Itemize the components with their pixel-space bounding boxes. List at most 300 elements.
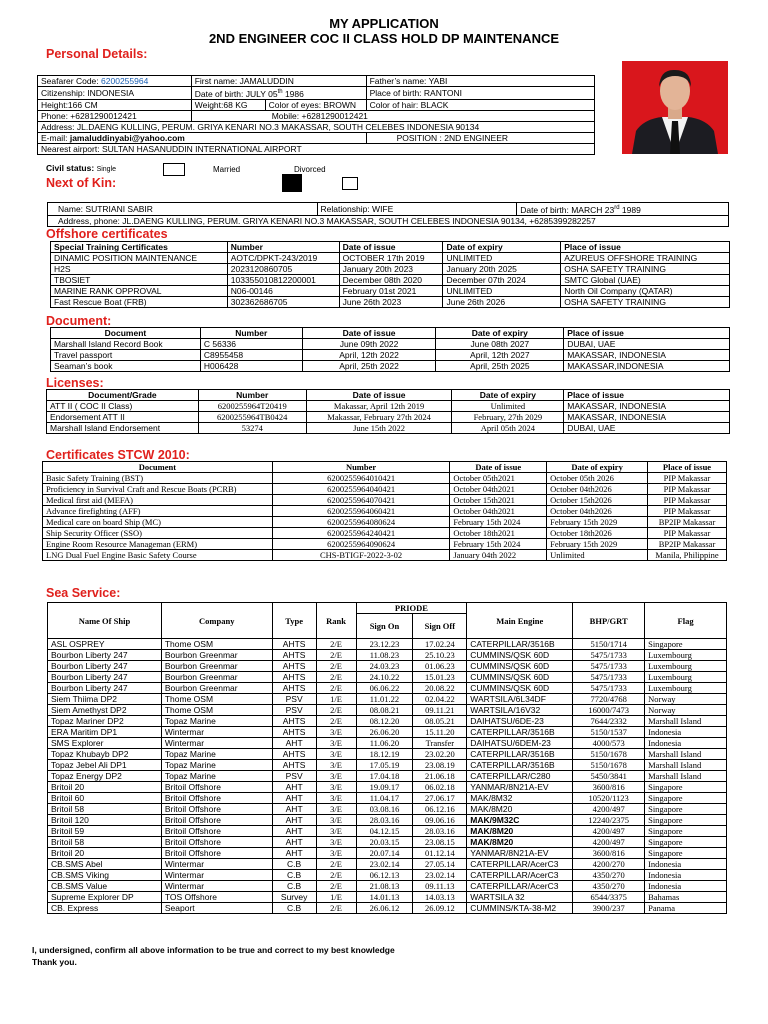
sea-service-cell: CATERPILLAR/AcerC3	[467, 870, 573, 881]
sea-service-cell: 26.06.12	[356, 903, 413, 914]
sea-service-cell: 27.05.14	[413, 859, 467, 870]
sea-service-cell: PSV	[272, 771, 316, 782]
sea-service-cell: Transfer	[413, 738, 467, 749]
document-row	[51, 361, 730, 372]
sea-service-cell: Singapore	[645, 826, 727, 837]
civil-married-label: Married	[213, 165, 241, 174]
document-row	[51, 339, 730, 350]
sea-service-cell: Bahamas	[645, 892, 727, 903]
offshore-heading: Offshore certificates	[46, 227, 168, 241]
sea-service-cell: 20.07.14	[356, 848, 413, 859]
stcw-cell: LNG Dual Fuel Engine Basic Safety Course	[43, 550, 273, 561]
sea-service-row	[48, 639, 727, 650]
sea-service-cell: Britoil Offshore	[161, 826, 272, 837]
sea-service-cell: Bourbon Greenmar	[161, 672, 272, 683]
offshore-col-header: Date of expiry	[443, 242, 561, 253]
col-company: Company	[161, 603, 272, 639]
sea-service-cell: 4200/270	[573, 859, 645, 870]
sea-service-cell: Luxembourg	[645, 672, 727, 683]
sea-service-cell: AHTS	[272, 639, 316, 650]
sea-service-cell: 09.06.16	[413, 815, 467, 826]
sea-service-cell: 28.03.16	[413, 826, 467, 837]
civil-divorced-checkbox[interactable]	[342, 177, 358, 190]
sea-service-cell: 23.08.19	[413, 760, 467, 771]
document-col-header: Number	[200, 328, 302, 339]
offshore-cell: UNLIMITED	[443, 253, 561, 264]
col-rank: Rank	[316, 603, 356, 639]
col-sign-off: Sign Off	[413, 614, 467, 639]
sea-service-cell: 01.06.23	[413, 661, 467, 672]
sea-service-cell: Thome OSM	[161, 705, 272, 716]
stcw-cell: PIP Makassar	[648, 528, 727, 539]
sea-service-cell: 06.12.16	[413, 804, 467, 815]
sea-service-cell: Indonesia	[645, 881, 727, 892]
sea-service-cell: Bourbon Greenmar	[161, 661, 272, 672]
stcw-cell: Basic Safety Training (BST)	[43, 473, 273, 484]
sea-service-cell: C.B	[272, 881, 316, 892]
sea-service-cell: AHTS	[272, 760, 316, 771]
sea-service-cell: 08.05.21	[413, 716, 467, 727]
document-table	[50, 327, 730, 372]
document-cell: MAKASSAR, INDONESIA	[564, 350, 730, 361]
sea-service-cell: Norway	[645, 705, 727, 716]
sea-service-cell: 3/E	[316, 760, 356, 771]
offshore-cell: H2S	[51, 264, 228, 275]
sea-service-cell: Topaz Khubayb DP2	[48, 749, 162, 760]
sea-service-row	[48, 672, 727, 683]
offshore-cell: February 01st 2021	[339, 286, 443, 297]
stcw-cell: October 05th 2026	[547, 473, 648, 484]
stcw-row	[43, 528, 727, 539]
licenses-heading: Licenses:	[46, 376, 104, 390]
sea-service-cell: AHT	[272, 826, 316, 837]
sea-service-cell: CUMMINS/QSK 60D	[467, 661, 573, 672]
offshore-table	[50, 241, 730, 308]
sea-service-cell: Bourbon Liberty 247	[48, 650, 162, 661]
sea-service-cell: CUMMINS/QSK 60D	[467, 672, 573, 683]
stcw-cell: BP2IP Makassar	[648, 539, 727, 550]
sea-service-cell: AHTS	[272, 650, 316, 661]
sea-service-cell: AHTS	[272, 683, 316, 694]
sea-service-cell: 5475/1733	[573, 672, 645, 683]
offshore-cell: SMTC Global (UAE)	[561, 275, 730, 286]
sea-service-cell: 23.02.14	[356, 859, 413, 870]
sea-service-cell: 14.03.13	[413, 892, 467, 903]
stcw-cell: Proficiency in Survival Craft and Rescue Boats (PCRB)	[43, 484, 273, 495]
offshore-row	[51, 286, 730, 297]
sea-service-heading: Sea Service:	[46, 586, 121, 600]
sea-service-cell: Marshall Island	[645, 760, 727, 771]
document-cell: April, 12th 2027	[436, 350, 564, 361]
license-cell: MAKASSAR, INDONESIA	[564, 401, 730, 412]
sea-service-cell: 11.08.23	[356, 650, 413, 661]
document-cell: C 56336	[200, 339, 302, 350]
sea-service-cell: CATERPILLAR/3516B	[467, 749, 573, 760]
document-col-header: Document	[51, 328, 201, 339]
sea-service-cell: 23.02.20	[413, 749, 467, 760]
sea-service-cell: 2/E	[316, 661, 356, 672]
sea-service-cell: 03.08.16	[356, 804, 413, 815]
stcw-cell: 6200255964040421	[272, 484, 450, 495]
sea-service-cell: 02.04.22	[413, 694, 467, 705]
sea-service-cell: 09.11.21	[413, 705, 467, 716]
offshore-cell: December 07th 2024	[443, 275, 561, 286]
sea-service-cell: Panama	[645, 903, 727, 914]
sea-service-cell: Luxembourg	[645, 650, 727, 661]
stcw-heading: Certificates STCW 2010:	[46, 448, 190, 462]
sea-service-cell: 23.02.14	[413, 870, 467, 881]
sea-service-row	[48, 661, 727, 672]
stcw-cell: October 04th2026	[547, 506, 648, 517]
personal-heading: Personal Details:	[46, 47, 148, 61]
sea-service-cell: Topaz Marine	[161, 749, 272, 760]
license-cell: 53274	[198, 423, 306, 434]
sea-service-cell: 1/E	[316, 892, 356, 903]
offshore-cell: January 20th 2023	[339, 264, 443, 275]
nearest-airport: Nearest airport: SULTAN HASANUDDIN INTERNATIONAL AIRPORT	[38, 143, 595, 154]
sea-service-cell: DAIHATSU/6DEM-23	[467, 738, 573, 749]
mobile: Mobile: +6281290012421	[191, 110, 594, 121]
sea-service-cell: Singapore	[645, 815, 727, 826]
sea-service-cell: Siem Thiima DP2	[48, 694, 162, 705]
col-bhp-grt: BHP/GRT	[573, 603, 645, 639]
email-link[interactable]: jamaluddinyabi@yahoo.com	[69, 132, 185, 143]
offshore-col-header: Special Training Certificates	[51, 242, 228, 253]
sea-service-cell: Wintermar	[161, 859, 272, 870]
sea-service-cell: 04.12.15	[356, 826, 413, 837]
sea-service-row	[48, 727, 727, 738]
license-cell: Marshall Island Endorsement	[47, 423, 199, 434]
sea-service-cell: C.B	[272, 859, 316, 870]
license-cell: ATT II ( COC II Class)	[47, 401, 199, 412]
col-name-of-ship: Name Of Ship	[48, 603, 162, 639]
document-cell: C8955458	[200, 350, 302, 361]
stcw-cell: PIP Makassar	[648, 506, 727, 517]
stcw-col-header: Number	[272, 462, 450, 473]
license-col-header: Number	[198, 390, 306, 401]
document-row	[51, 350, 730, 361]
sea-service-cell: 3/E	[316, 815, 356, 826]
kin-address: Address, phone: JL.DAENG KULLING, PERUM. GRIYA KENARI NO.3 MAKASSAR, SOUTH CELEBES INDONESIA 90134, +6285399282257	[48, 215, 729, 226]
offshore-cell: TBOSIET	[51, 275, 228, 286]
offshore-cell: OSHA SAFETY TRAINING	[561, 264, 730, 275]
sea-service-cell: 5150/1678	[573, 749, 645, 760]
offshore-cell: 103355010812200001	[227, 275, 339, 286]
license-col-header: Document/Grade	[47, 390, 199, 401]
license-cell: February, 27th 2029	[452, 412, 564, 423]
document-cell: MAKASSAR,INDONESIA	[564, 361, 730, 372]
sea-service-cell: 2/E	[316, 903, 356, 914]
sea-service-cell: 2/E	[316, 705, 356, 716]
sea-service-cell: 6544/3375	[573, 892, 645, 903]
sea-service-cell: Siem Amethyst DP2	[48, 705, 162, 716]
sea-service-cell: MAK/8M20	[467, 837, 573, 848]
sea-service-cell: 4200/497	[573, 804, 645, 815]
stcw-row	[43, 539, 727, 550]
sea-service-cell: AHTS	[272, 661, 316, 672]
sea-service-cell: 15.01.23	[413, 672, 467, 683]
sea-service-cell: 5150/1714	[573, 639, 645, 650]
footer-declaration: I, undersigned, confirm all above information to be true and correct to my best knowledge	[32, 945, 395, 955]
stcw-cell: 6200255964010421	[272, 473, 450, 484]
stcw-cell: Engine Room Resource Manageman (ERM)	[43, 539, 273, 550]
sea-service-cell: 3/E	[316, 738, 356, 749]
document-cell: April, 25th 2025	[436, 361, 564, 372]
sea-service-cell: AHTS	[272, 727, 316, 738]
license-cell: DUBAI, UAE	[564, 423, 730, 434]
address: Address: JL.DAENG KULLING, PERUM. GRIYA KENARI NO.3 MAKASSAR, SOUTH CELEBES INDONESIA 90134	[38, 121, 595, 132]
page-title: MY APPLICATION	[329, 16, 439, 31]
sea-service-cell: Britoil 58	[48, 804, 162, 815]
sea-service-cell: CUMMINS/QSK 60D	[467, 650, 573, 661]
stcw-cell: February 15th 2024	[450, 517, 547, 528]
sea-service-cell: PSV	[272, 705, 316, 716]
stcw-col-header: Date of expiry	[547, 462, 648, 473]
page-subtitle: 2ND ENGINEER COC II CLASS HOLD DP MAINTENANCE	[208, 31, 560, 46]
stcw-cell: PIP Makassar	[648, 473, 727, 484]
col-main-engine: Main Engine	[467, 603, 573, 639]
sea-service-cell: 7720/4768	[573, 694, 645, 705]
stcw-cell: October 04th2021	[450, 484, 547, 495]
sea-service-cell: Britoil 20	[48, 782, 162, 793]
sea-service-cell: 2/E	[316, 716, 356, 727]
sea-service-row	[48, 705, 727, 716]
offshore-cell: OCTOBER 17th 2019	[339, 253, 443, 264]
kin-relationship: Relationship: WIFE	[317, 203, 517, 216]
stcw-cell: PIP Makassar	[648, 484, 727, 495]
sea-service-cell: MAK/8M20	[467, 826, 573, 837]
stcw-cell: February 15th 2029	[547, 517, 648, 528]
first-name: First name: JAMALUDDIN	[191, 76, 366, 87]
sea-service-cell: CATERPILLAR/AcerC3	[467, 859, 573, 870]
stcw-row	[43, 506, 727, 517]
sea-service-row	[48, 683, 727, 694]
sea-service-cell: CATERPILLAR/C280	[467, 771, 573, 782]
stcw-cell: October 04th2021	[450, 506, 547, 517]
offshore-cell: N06-00146	[227, 286, 339, 297]
sea-service-cell: 4350/270	[573, 870, 645, 881]
sea-service-cell: Singapore	[645, 837, 727, 848]
sea-service-cell: Indonesia	[645, 859, 727, 870]
sea-service-cell: Singapore	[645, 804, 727, 815]
license-col-header: Date of expiry	[452, 390, 564, 401]
sea-service-row	[48, 782, 727, 793]
sea-service-cell: Singapore	[645, 639, 727, 650]
seafarer-code-link[interactable]: 6200255964	[101, 76, 149, 86]
sea-service-row	[48, 815, 727, 826]
license-col-header: Place of issue	[564, 390, 730, 401]
place-of-birth: Place of birth: RANTONI	[366, 87, 594, 100]
offshore-cell: January 20th 2025	[443, 264, 561, 275]
license-col-header: Date of issue	[306, 390, 452, 401]
sea-service-cell: 5450/3841	[573, 771, 645, 782]
profile-photo	[622, 61, 728, 154]
citizenship: Citizenship: INDONESIA	[38, 87, 192, 100]
sea-service-cell: AHT	[272, 793, 316, 804]
weight: Weight:68 KG	[191, 99, 265, 110]
sea-service-cell: CATERPILLAR/3516B	[467, 760, 573, 771]
document-cell: DUBAI, UAE	[564, 339, 730, 350]
licenses-table	[46, 389, 730, 434]
stcw-table	[42, 461, 727, 561]
sea-service-cell: AHT	[272, 738, 316, 749]
sea-service-cell: 4200/497	[573, 826, 645, 837]
sea-service-cell: 06.02.18	[413, 782, 467, 793]
stcw-cell: October 18th2021	[450, 528, 547, 539]
sea-service-cell: 3600/816	[573, 782, 645, 793]
sea-service-cell: 20.08.22	[413, 683, 467, 694]
sea-service-cell: Bourbon Greenmar	[161, 650, 272, 661]
sea-service-cell: 5475/1733	[573, 661, 645, 672]
sea-service-cell: WARTSILA 32	[467, 892, 573, 903]
sea-service-cell: 5150/1678	[573, 760, 645, 771]
stcw-cell: BP2IP Makassar	[648, 517, 727, 528]
offshore-col-header: Date of issue	[339, 242, 443, 253]
offshore-col-header: Place of issue	[561, 242, 730, 253]
stcw-cell: 6200255964090624	[272, 539, 450, 550]
sea-service-row	[48, 903, 727, 914]
stcw-cell: PIP Makassar	[648, 495, 727, 506]
civil-status-label: Civil status: Single	[46, 163, 117, 173]
sea-service-cell: 06.06.22	[356, 683, 413, 694]
license-cell: Makassar, February 27th 2024	[306, 412, 452, 423]
sea-service-cell: CB.SMS Abel	[48, 859, 162, 870]
sea-service-cell: 24.10.22	[356, 672, 413, 683]
sea-service-cell: Singapore	[645, 848, 727, 859]
stcw-cell: 6200255964060421	[272, 506, 450, 517]
license-cell: 6200255964T20419	[198, 401, 306, 412]
sea-service-row	[48, 694, 727, 705]
stcw-cell: Medical first aid (MEFA)	[43, 495, 273, 506]
sea-service-row	[48, 837, 727, 848]
civil-single-checkbox[interactable]	[163, 163, 185, 176]
sea-service-cell: 2/E	[316, 683, 356, 694]
document-heading: Document:	[46, 314, 112, 328]
civil-married-checkbox[interactable]	[282, 174, 302, 192]
sea-service-cell: 3900/237	[573, 903, 645, 914]
sea-service-cell: C.B	[272, 903, 316, 914]
sea-service-cell: 15.11.20	[413, 727, 467, 738]
sea-service-row	[48, 870, 727, 881]
offshore-cell: AOTC/DPKT-243/2019	[227, 253, 339, 264]
sea-service-cell: Wintermar	[161, 881, 272, 892]
sea-service-cell: WARTSILA/16V32	[467, 705, 573, 716]
sea-service-cell: 08.12.20	[356, 716, 413, 727]
offshore-row	[51, 264, 730, 275]
sea-service-cell: CB.SMS Viking	[48, 870, 162, 881]
sea-service-cell: Britoil Offshore	[161, 804, 272, 815]
sea-service-cell: Britoil 20	[48, 848, 162, 859]
document-col-header: Place of issue	[564, 328, 730, 339]
sea-service-row	[48, 738, 727, 749]
offshore-col-header: Number	[227, 242, 339, 253]
sea-service-cell: 19.09.17	[356, 782, 413, 793]
sea-service-row	[48, 892, 727, 903]
sea-service-cell: 01.12.14	[413, 848, 467, 859]
sea-service-cell: YANMAR/8N21A-EV	[467, 848, 573, 859]
offshore-row	[51, 297, 730, 308]
civil-divorced-label: Divorced	[294, 165, 326, 174]
document-col-header: Date of issue	[302, 328, 436, 339]
license-cell: June 15th 2022	[306, 423, 452, 434]
sea-service-cell: 5150/1537	[573, 727, 645, 738]
sea-service-cell: 11.01.22	[356, 694, 413, 705]
stcw-col-header: Document	[43, 462, 273, 473]
sea-service-cell: 3/E	[316, 804, 356, 815]
sea-service-cell: 12240/2375	[573, 815, 645, 826]
sea-service-cell: 3/E	[316, 771, 356, 782]
license-row	[47, 401, 730, 412]
stcw-cell: October 18th2026	[547, 528, 648, 539]
father-name: Father’s name: YABI	[366, 76, 594, 87]
sea-service-cell: Survey	[272, 892, 316, 903]
sea-service-cell: MAK/8M20	[467, 804, 573, 815]
offshore-cell: June 26th 2026	[443, 297, 561, 308]
stcw-row	[43, 517, 727, 528]
sea-service-cell: AHT	[272, 837, 316, 848]
sea-service-cell: CATERPILLAR/AcerC3	[467, 881, 573, 892]
sea-service-cell: Topaz Marine	[161, 716, 272, 727]
offshore-cell: Fast Rescue Boat (FRB)	[51, 297, 228, 308]
sea-service-cell: 10520/1123	[573, 793, 645, 804]
position: POSITION : 2ND ENGINEER	[366, 132, 594, 143]
sea-service-cell: Bourbon Greenmar	[161, 683, 272, 694]
offshore-cell: AZUREUS OFFSHORE TRAINING	[561, 253, 730, 264]
offshore-cell: North Oil Company (QATAR)	[561, 286, 730, 297]
height: Height:166 CM	[38, 99, 192, 110]
sea-service-row	[48, 826, 727, 837]
stcw-cell: Unlimited	[547, 550, 648, 561]
sea-service-cell: 3/E	[316, 826, 356, 837]
sea-service-row	[48, 650, 727, 661]
sea-service-cell: Britoil Offshore	[161, 793, 272, 804]
sea-service-cell: 2/E	[316, 881, 356, 892]
sea-service-table	[47, 602, 727, 914]
sea-service-cell: Luxembourg	[645, 661, 727, 672]
sea-service-cell: Seaport	[161, 903, 272, 914]
sea-service-cell: Topaz Marine	[161, 760, 272, 771]
col-sign-on: Sign On	[356, 614, 413, 639]
sea-service-cell: Thome OSM	[161, 639, 272, 650]
footer-thanks: Thank you.	[32, 957, 77, 967]
offshore-cell: 302362686705	[227, 297, 339, 308]
stcw-row	[43, 495, 727, 506]
email-cell: E-mail: jamaluddinyabi@yahoo.com	[38, 132, 367, 143]
sea-service-row	[48, 749, 727, 760]
sea-service-cell: Bourbon Liberty 247	[48, 672, 162, 683]
sea-service-cell: 2/E	[316, 650, 356, 661]
col-period: PRIODE	[356, 603, 467, 614]
sea-service-cell: Supreme Explorer DP	[48, 892, 162, 903]
sea-service-cell: 27.06.17	[413, 793, 467, 804]
stcw-cell: Medical care on board Ship (MC)	[43, 517, 273, 528]
sea-service-cell: 06.12.13	[356, 870, 413, 881]
kin-dob: Date of birth: MARCH 23rd 1989	[517, 203, 729, 216]
sea-service-cell: SMS Explorer	[48, 738, 162, 749]
sea-service-cell: C.B	[272, 870, 316, 881]
sea-service-cell: 3/E	[316, 837, 356, 848]
offshore-cell: June 26th 2023	[339, 297, 443, 308]
sea-service-cell: 14.01.13	[356, 892, 413, 903]
sea-service-cell: Britoil 59	[48, 826, 162, 837]
sea-service-cell: CUMMINS/KTA-38-M2	[467, 903, 573, 914]
offshore-cell: 2023120860705	[227, 264, 339, 275]
offshore-cell: UNLIMITED	[443, 286, 561, 297]
sea-service-cell: CB. Express	[48, 903, 162, 914]
sea-service-row	[48, 771, 727, 782]
stcw-row	[43, 473, 727, 484]
sea-service-cell: AHT	[272, 804, 316, 815]
